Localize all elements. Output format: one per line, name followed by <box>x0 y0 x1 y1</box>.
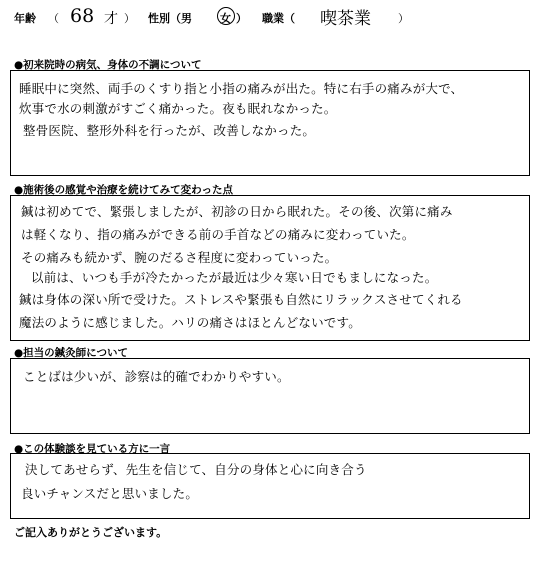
section-heading-message: ●この体験談を見ている方に一言 <box>14 443 171 455</box>
handwritten-line: その痛みも続かず、腕のだるさ程度に変わっていった。 <box>21 250 338 265</box>
gender-close-paren: ） <box>236 12 247 25</box>
age-value: 68 <box>70 5 95 27</box>
handwritten-line: 鍼は初めてで、緊張しましたが、初診の日から眠れた。その後、次第に痛み <box>21 204 453 219</box>
section-box-practitioner <box>10 358 530 434</box>
handwritten-line: 鍼は身体の深い所で受けた。ストレスや緊張も自然にリラックスさせてくれる <box>19 292 463 307</box>
handwritten-line: 整骨医院、整形外科を行ったが、改善しなかった。 <box>23 123 316 138</box>
gender-label: 性別（男 <box>148 12 192 25</box>
gender-female: 女 <box>220 12 231 25</box>
handwritten-line: は軽くなり、指の痛みができる前の手首などの痛みに変わっていた。 <box>21 227 415 242</box>
section-box-initial-condition <box>10 70 530 176</box>
age-label: 年齢 <box>14 12 36 25</box>
age-close-paren: ） <box>124 12 135 25</box>
age-open-paren: （ <box>48 12 59 25</box>
footer-thanks: ご記入ありがとうございます。 <box>14 526 168 539</box>
age-unit: 才 <box>104 11 118 27</box>
section-heading-initial-condition: ●初来院時の病気、身体の不調について <box>14 59 202 71</box>
job-close-paren: ） <box>398 12 409 25</box>
handwritten-line: ことばは少いが、診察は的確でわかりやすい。 <box>23 369 290 384</box>
section-box-message <box>10 453 530 519</box>
handwritten-line: 炊事で水の刺激がすごく痛かった。夜も眠れなかった。 <box>19 101 337 116</box>
section-heading-changes: ●施術後の感覚や治療を続けてみて変わった点 <box>14 184 234 196</box>
job-label: 職業（ <box>262 12 295 25</box>
section-heading-practitioner: ●担当の鍼灸師について <box>14 347 128 359</box>
handwritten-line: 魔法のように感じました。ハリの痛さはほとんどないです。 <box>19 315 361 330</box>
handwritten-line: 睡眠中に突然、両手のくすり指と小指の痛みが出た。特に右手の痛みが大で、 <box>19 81 464 96</box>
section-box-changes <box>10 195 530 341</box>
handwritten-line: 以前は、いつも手が冷たかったが最近は少々寒い日でもましになった。 <box>31 270 438 285</box>
job-value: 喫茶業 <box>320 9 371 29</box>
handwritten-line: 良いチャンスだと思いました。 <box>21 486 199 501</box>
handwritten-line: 決してあせらず、先生を信じて、自分の身体と心に向き合う <box>25 462 367 477</box>
